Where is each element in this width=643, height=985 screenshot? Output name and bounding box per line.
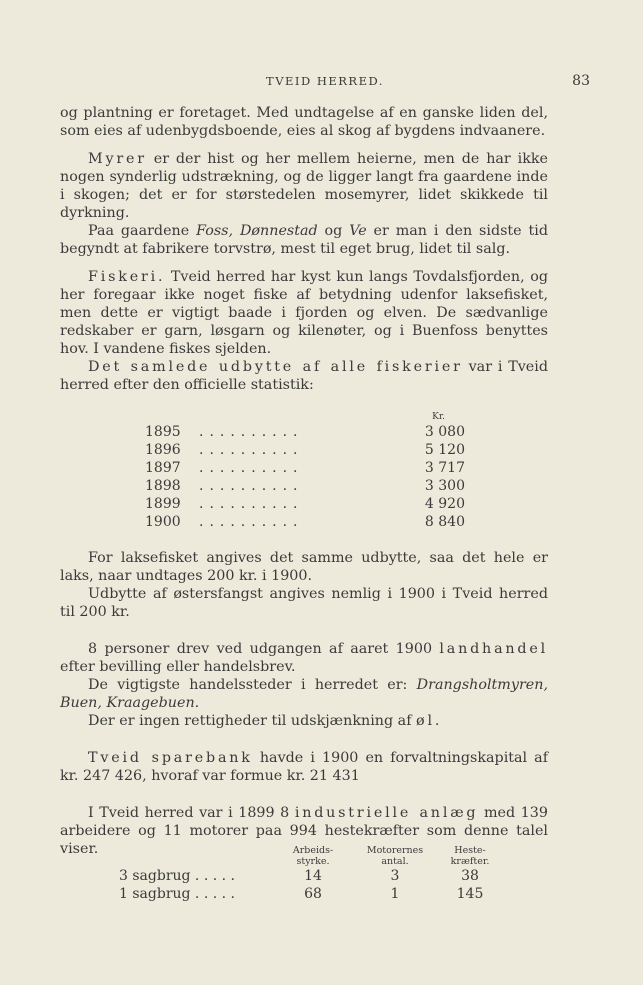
table-row xyxy=(145,442,465,460)
paragraph-oysters: Udbytte af østersfangst angives nemlig i 1900 i Tveid herred til 200 kr. xyxy=(60,586,548,620)
text-run: Tveid herred har kyst kun langs Tovdalsfjorden, og her foregaar ikke noget fiske af betydning udenfor laksefisket, men dette er vigtigt baade i fjorden og elven. De sædvanlige redskaber er garn, løsgarn og kilenøter, og i Buenfoss benyttes hov. I vandene fiskes sjelden. xyxy=(60,269,548,357)
table-row xyxy=(145,424,465,442)
leader-dots: .......... xyxy=(199,442,304,458)
page-number: 83 xyxy=(572,73,590,89)
text-run: Der er ingen rettigheder til udskjænkning af xyxy=(88,713,417,729)
text-block-2 xyxy=(60,549,548,858)
text-run: efter bevilling eller handelsbrev. xyxy=(60,659,296,675)
leader-dots: .......... xyxy=(199,478,304,494)
header-line: antal. xyxy=(381,856,409,867)
sawmill-table xyxy=(105,845,510,905)
header-horsepower xyxy=(430,845,510,867)
paragraph-peat xyxy=(60,222,548,258)
paragraph-licenses xyxy=(60,712,548,730)
leader-dots: .......... xyxy=(199,460,304,476)
text-run: var i Tveid herred efter den officielle statistik: xyxy=(60,359,548,393)
spaced-term: Det samlede udbytte af alle fiskerier xyxy=(88,359,463,375)
text-run: med 139 arbeidere og 11 motorer paa 994 hestekræfter som denne talel viser. xyxy=(60,805,548,857)
table-row xyxy=(105,868,510,886)
text-run: I Tveid herred var i 1899 8 xyxy=(88,805,295,821)
text-run: Paa gaardene xyxy=(88,223,197,239)
table-row xyxy=(145,460,465,478)
value-cell: 4 920 xyxy=(424,496,465,512)
header-line: Motorernes xyxy=(366,845,424,856)
year-cell: 1896 xyxy=(145,442,181,458)
spaced-term: industrielle anlæg xyxy=(294,805,479,821)
row-label: 1 sagbrug . . . . . xyxy=(119,886,235,902)
header-motors xyxy=(350,845,440,867)
workforce-cell: 14 xyxy=(304,868,322,884)
paragraph-savings-bank xyxy=(60,749,548,785)
header-line: Heste- xyxy=(454,845,486,856)
spaced-term: øl. xyxy=(416,713,443,729)
text-run: havde i 1900 en forvaltningskapital af kr. 247 426, hvoraf var formue kr. 21 431 xyxy=(60,750,549,784)
paragraph-yield-intro xyxy=(60,358,548,394)
text-run: er man i den sidste tid begyndt at fabrikere torvstrø, mest til eget brug, lidet til salg. xyxy=(60,223,548,257)
place-name: Dønnestad xyxy=(239,223,318,239)
text-block-1 xyxy=(60,104,548,394)
paragraph-fishing xyxy=(60,268,548,358)
spaced-term: Fiskeri. xyxy=(88,269,166,285)
header-line: Arbeids- xyxy=(292,845,334,856)
year-cell: 1900 xyxy=(145,514,181,530)
page-header xyxy=(60,74,590,92)
spaced-term: Tveid sparebank xyxy=(88,750,253,766)
paragraph-bogs xyxy=(60,150,548,222)
leader-dots: .......... xyxy=(199,496,304,512)
year-cell: 1898 xyxy=(145,478,181,494)
leader-dots: .......... xyxy=(199,424,304,440)
horsepower-cell: 145 xyxy=(456,886,484,902)
text-run: De vigtigste handelssteder i herredet er: xyxy=(88,677,417,693)
table-row xyxy=(145,478,465,496)
value-cell: 5 120 xyxy=(424,442,465,458)
text-run: er der hist og her mellem heierne, men de har ikke nogen synderlig udstrækning, og de ligger langt fra gaardene inde i skogen; det er for størstedelen mosemyrer, lidet skikkede til dyrkning. xyxy=(60,151,548,221)
text-run xyxy=(233,223,240,239)
paragraph-forest: og plantning er foretaget. Med undtagelse af en ganske liden del, som eies af udenbygdsboende, eies al skog af bygdens indvaanere. xyxy=(60,105,548,139)
motors-cell: 3 xyxy=(390,868,400,884)
row-label: 3 sagbrug . . . . . xyxy=(119,868,235,884)
header-line: kræfter. xyxy=(450,856,490,867)
running-title: TVEID HERRED. xyxy=(266,74,384,88)
text-run: og xyxy=(317,223,350,239)
header-line: styrke. xyxy=(296,856,330,867)
motors-cell: 1 xyxy=(390,886,400,902)
place-name: Foss, xyxy=(196,223,234,239)
value-cell: 8 840 xyxy=(424,514,465,530)
table-row xyxy=(105,886,510,904)
year-cell: 1899 xyxy=(145,496,181,512)
header-workforce xyxy=(273,845,353,867)
place-name: Ve xyxy=(349,223,367,239)
text-run: 8 personer drev ved udgangen af aaret 1900 xyxy=(88,641,440,657)
paragraph-salmon: For laksefisket angives det samme udbytte, saa det hele er laks, naar undtages 200 kr. i 1900. xyxy=(60,550,548,584)
leader-dots: .......... xyxy=(199,514,304,530)
currency-unit: Kr. xyxy=(432,412,445,422)
workforce-cell: 68 xyxy=(304,886,322,902)
year-cell: 1895 xyxy=(145,424,181,440)
value-cell: 3 717 xyxy=(424,460,465,476)
table-row xyxy=(145,514,465,532)
paragraph-trading-places xyxy=(60,676,548,712)
fishery-yield-table xyxy=(145,412,465,538)
spaced-term: Myrer xyxy=(88,151,147,167)
table-row xyxy=(145,496,465,514)
paragraph-trade xyxy=(60,640,548,676)
spaced-term: landhandel xyxy=(439,641,548,657)
place-names: Drangsholtmyren, Buen, Kraagebuen. xyxy=(60,677,548,711)
value-cell: 3 080 xyxy=(424,424,465,440)
value-cell: 3 300 xyxy=(424,478,465,494)
horsepower-cell: 38 xyxy=(461,868,479,884)
year-cell: 1897 xyxy=(145,460,181,476)
